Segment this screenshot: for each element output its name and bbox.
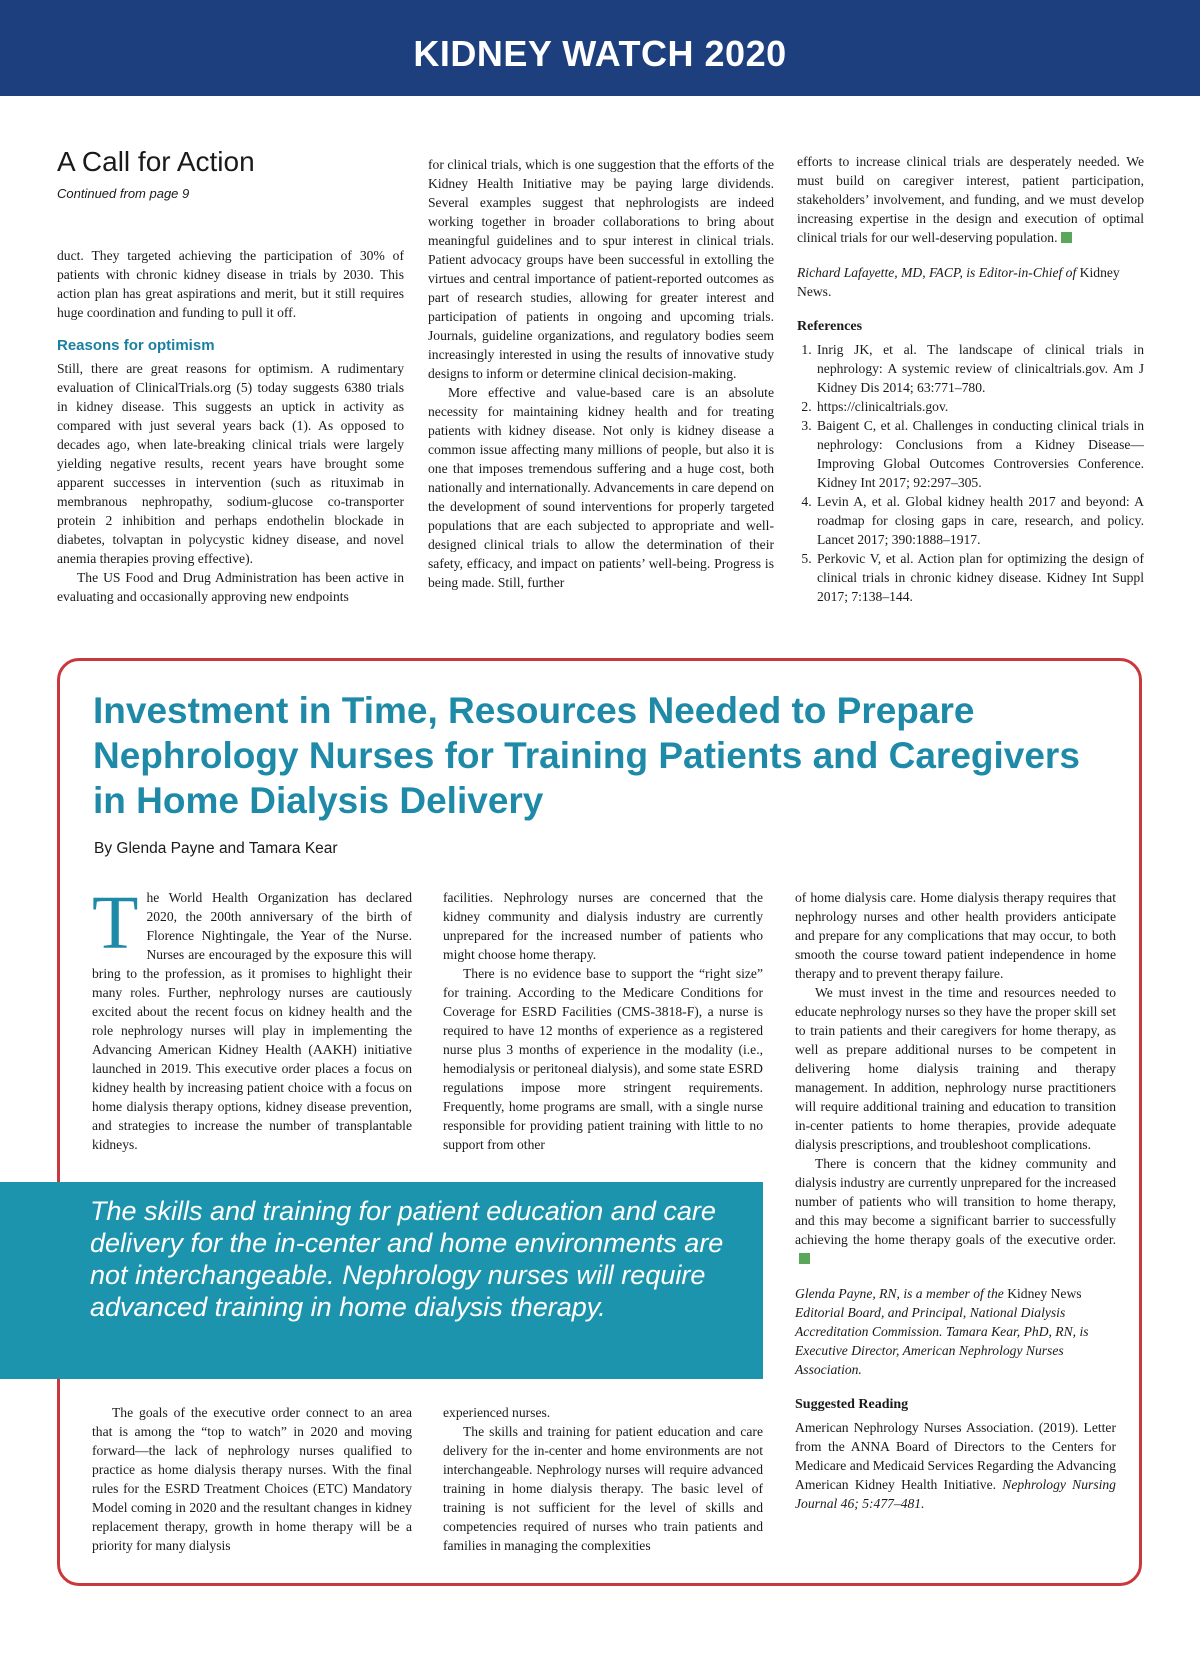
article2-column-3 [795,888,1116,1513]
author-bio [795,1284,1116,1379]
paragraph: experienced nurses. [443,1405,551,1420]
publication-name: Kidney News [1007,1286,1082,1301]
paragraph: duct. They targeted achieving the participation of 30% of patients with chronic kidney disease in trials by 2030. This action plan has great aspirations and merit, but it still requires huge coordination and funding to pull it off. [57,248,404,320]
paragraph-text: There is concern that the kidney community and dialysis industry are currently unprepared for the increased number of patients who will transition to home therapy, and this may become a significant barrier to successfully achieving the home therapy goals of the executive order. [795,1156,1116,1247]
subheading-reasons: Reasons for optimism [57,337,215,354]
article1-column-2 [428,155,774,592]
references-heading: References [797,319,863,334]
publication-name: Kidney News. [797,265,1120,299]
article2-column-2-top [443,888,763,1154]
paragraph: More effective and value-based care is an absolute necessity for maintaining kidney health and for treating patients with kidney disease. Not only is kidney disease a common issue affecting many millions of people, but also it is one that imposes tremendous suffering and a huge cost, both nationally and internationally. Advancements in care depend on the development of sound interventions for properly targeted populations that are each subjected to appropriate and well-designed clinical trials to allow the determination of their safety, efficacy, and impact on patients’ well-being. Progress is being made. Still, further [428,385,774,590]
end-mark-icon [799,1253,810,1264]
article1-column-1 [57,246,404,606]
author-note-text: Richard Lafayette, MD, FACP, is Editor-in-Chief of [797,265,1077,280]
article2-column-1-bottom [92,1403,412,1555]
paragraph [92,881,412,1154]
suggested-reading [795,1418,1116,1513]
reference-item: 3. Baigent C, et al. Challenges in conducting clinical trials in nephrology: Conclusions from a Kidney Disease—Improving Global Outcomes Controversies Conference. Kidney Int 2017; 92:297–305. [815,416,1144,492]
drop-cap: T [92,881,139,965]
suggested-reading-heading: Suggested Reading [795,1397,909,1412]
reference-item: 4. Levin A, et al. Global kidney health 2017 and beyond: A roadmap for closing gaps in care, research, and policy. Lancet 2017; 390:1888–1917. [815,492,1144,549]
article-title-investment: Investment in Time, Resources Needed to Prepare Nephrology Nurses for Training Patients and Caregivers in Home Dialysis Delivery [93,690,1080,821]
paragraph: facilities. Nephrology nurses are concerned that the kidney community and dialysis industry are currently unprepared for the increased number of patients who might choose home therapy. [443,890,763,962]
paragraph [795,1154,1116,1268]
paragraph: The skills and training for patient education and care delivery for the in-center and home environments are not interchangeable. Nephrology nurses will require advanced training in home dialysis therapy. The basic level of training is not sufficient for the level of skills and competencies required of nurses who train patients and families in managing the complexities [443,1424,763,1553]
section-title: KIDNEY WATCH 2020 [413,33,787,74]
bio-text: Editorial Board, and Principal, National Dialysis Accreditation Commission. Tamara Kear, PhD, RN, is Executive Director, American Nephrology Nurses Association. [795,1305,1089,1377]
reference-item: 5. Perkovic V, et al. Action plan for optimizing the design of clinical trials in chronic kidney disease. Kidney Int Suppl 2017; 7:138–144. [815,549,1144,606]
paragraph: for clinical trials, which is one suggestion that the efforts of the Kidney Health Initiative may be paying large dividends. Several examples suggest that nephrologists are indeed working together in broader collaborations to bring about meaningful guidelines and to spur interest in clinical trials. Patient advocacy groups have been successful in extolling the virtues and central importance of patient-reported outcomes as part of research studies, allowing for greater interest and participation of patients in ongoing and upcoming trials. Journals, guideline organizations, and regulatory bodies seem increasingly interested in using the results of innovative study designs to inform or determine clinical decision-making. [428,157,774,381]
reference-item: 1. Inrig JK, et al. The landscape of clinical trials in nephrology: A systemic review of clinicaltrials.gov. Am J Kidney Dis 2014; 63:771–780. [815,340,1144,397]
suggested-text: American Nephrology Nurses Association. (2019). Letter from the ANNA Board of Directors to the Centers for Medicare and Medicaid Services Regarding the Advancing American Kidney Health Initiative. [795,1420,1116,1492]
paragraph: Still, there are great reasons for optimism. A rudimentary evaluation of ClinicalTrials.org (5) today suggests 6380 trials in kidney disease. This suggests an uptick in activity as compared with just several years back (1). As opposed to decades ago, when late-breaking clinical trials were largely yielding negative results, recent years have brought some apparent successes in intervention (such as rituximab in membranous nephropathy, sodium-glucose co-transporter protein 2 inhibition and perhaps endothelin blockade in diabetes, tolvaptan in polycystic kidney disease, and novel anemia therapies proving effective). [57,361,404,566]
author-note [797,263,1144,301]
paragraph [797,152,1144,247]
article2-column-1-top [92,881,412,1154]
paragraph: of home dialysis care. Home dialysis therapy requires that nephrology nurses and other health providers anticipate and prepare for any complications that may occur, to both smooth the course toward patient independence in home therapy and to prevent therapy failure. [795,890,1116,981]
paragraph: There is no evidence base to support the “right size” for training. According to the Medicare Conditions for Coverage for ESRD Facilities (CMS-3818-F), a nurse is required to have 12 months of experience as a registered nurse plus 3 months of experience in the modality (i.e., hemodialysis or peritoneal dialysis), and some state ESRD regulations impose more stringent requirements. Frequently, home programs are small, with a single nurse responsible for providing patient training with little to no support from other [443,966,763,1152]
paragraph: The US Food and Drug Administration has been active in evaluating and occasionally approving new endpoints [57,570,404,604]
references-list [797,340,1144,606]
paragraph: The goals of the executive order connect to an area that is among the “top to watch” in 2020 and moving forward—the lack of nephrology nurses qualified to practice as home dialysis therapy nurses. With the final rules for the ESRD Treatment Choices (ETC) Mandatory Model coming in 2020 and the resultant changes in kidney replacement therapy, growth in home therapy will be a priority for many dialysis [92,1405,412,1553]
suggested-journal: Nephrology Nursing Journal 46; 5:477–481. [795,1477,1116,1511]
end-mark-icon [1061,232,1072,243]
byline: By Glenda Payne and Tamara Kear [94,840,338,857]
paragraph-text: he World Health Organization has declared 2020, the 200th anniversary of the birth of Florence Nightingale, the Year of the Nurse. Nurses are encouraged by the exposure this will bring to the profession, as it promises to highlight their many roles. Further, nephrology nurses are cautiously excited about the recent focus on kidney health and the role nephrology nurses will play in implementing the Advancing American Kidney Health (AAKH) initiative launched in 2019. This executive order places a focus on kidney health by increasing patient choice with a focus on home dialysis therapy options, kidney disease prevention, and strategies to increase the number of transplantable kidneys. [92,890,412,1152]
paragraph: We must invest in the time and resources needed to educate nephrology nurses so they have the proper skill set to train patients and their caregivers for home therapy, as well as prepare additional nurses to be competent in delivering home dialysis training and therapy management. In addition, nephrology nurse practitioners will require additional training and education to transition in-center patients to home therapies, provide adequate dialysis prescriptions, and troubleshoot complications. [795,985,1116,1152]
article2-column-2-bottom [443,1403,763,1555]
article-title-call-for-action: A Call for Action [57,146,255,177]
bio-text: Glenda Payne, RN, is a member of the [795,1286,1004,1301]
pull-quote: The skills and training for patient education and care delivery for the in-center and home environments are not interchangeable. Nephrology nurses will require advanced training in home dialysis therapy. [90,1196,724,1322]
continued-note: Continued from page 9 [57,186,190,201]
reference-item[interactable]: 2. https://clinicaltrials.gov. [815,397,1144,416]
article1-column-3 [797,152,1144,606]
paragraph-text: efforts to increase clinical trials are desperately needed. We must build on caregiver interest, patient participation, stakeholders’ involvement, and funding, and we must develop increasing expertise in the design and execution of optimal clinical trials for our well-deserving population. [797,154,1144,245]
